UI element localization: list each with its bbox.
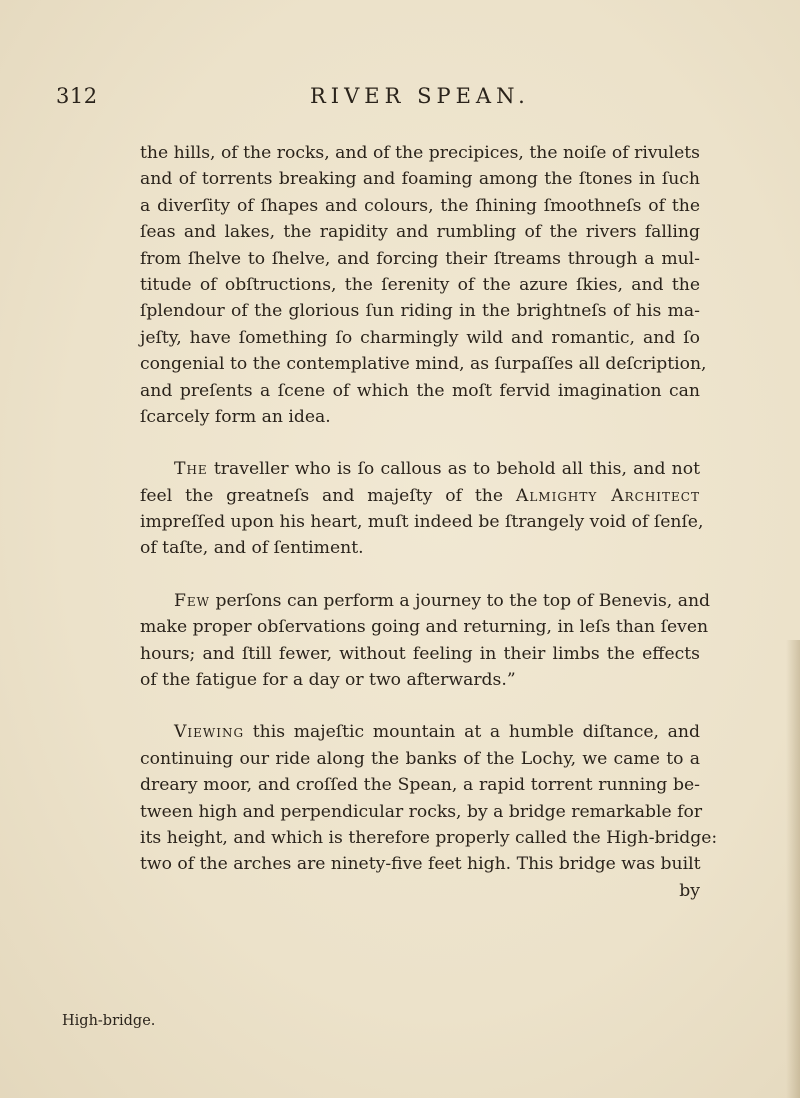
text-line: and of torrents breaking and foaming among the ſtones in ſuch xyxy=(140,169,700,190)
text-line: tween high and perpendicular rocks, by a bridge remarkable for xyxy=(140,801,703,822)
paragraph-4 xyxy=(140,719,718,904)
text-line: from ſhelve to ſhelve, and forcing their ſtreams through a mul- xyxy=(140,248,700,269)
paragraph-lead: Few xyxy=(174,590,211,611)
text-line: of taſte, and of ſentiment. xyxy=(140,538,364,559)
paragraph-lead: Viewing xyxy=(174,722,245,743)
body-text xyxy=(140,140,718,904)
text-run: perſons can perform a journey to the top of Benevis, and xyxy=(210,590,711,611)
text-line: impreſſed upon his heart, muſt indeed be ſtrangely void of ſenſe, xyxy=(140,512,704,533)
text-line xyxy=(140,456,700,482)
text-line: and preſents a ſcene of which the moſt fervid imagination can xyxy=(140,380,700,401)
text-line: congenial to the contemplative mind, as ſurpaſſes all deſcription, xyxy=(140,354,707,375)
text-run: traveller who is ſo callous as to behold all this, and not xyxy=(207,459,700,480)
text-line: its height, and which is therefore properly called the High-bridge: xyxy=(140,827,718,848)
margin-note: High-bridge. xyxy=(62,1013,156,1029)
text-line: continuing our ride along the banks of the Lochy, we came to a xyxy=(140,748,700,769)
running-title: RIVER SPEAN. xyxy=(310,84,530,108)
text-line xyxy=(140,588,711,614)
text-line: the hills, of the rocks, and of the precipices, the noiſe of rivulets xyxy=(140,143,700,163)
text-line xyxy=(140,483,700,509)
text-line: ſeas and lakes, the rapidity and rumbling of the rivers falling xyxy=(140,222,700,243)
running-head xyxy=(0,84,800,114)
text-line xyxy=(140,719,700,745)
page-number: 312 xyxy=(56,84,98,108)
text-line: titude of obſtructions, the ſerenity of the azure ſkies, and the xyxy=(140,274,700,295)
text-line: two of the arches are ninety-five feet high. This bridge was built xyxy=(140,854,701,875)
text-run: this majeſtic mountain at a humble diſtance, and xyxy=(244,722,700,743)
text-line: jeſty, have ſomething ſo charmingly wild and romantic, and ſo xyxy=(140,327,700,348)
paragraph-1 xyxy=(140,140,707,430)
text-line: ſplendour of the glorious ſun riding in the brightneſs of his ma- xyxy=(140,301,700,322)
catchword: by xyxy=(679,880,700,901)
paragraph-2 xyxy=(140,456,704,562)
text-line: hours; and ſtill fewer, without feeling in their limbs the effects xyxy=(140,643,700,664)
paragraph-lead: The xyxy=(174,459,208,480)
text-line: ſcarcely form an idea. xyxy=(140,406,331,427)
small-caps-phrase: Almighty Architect xyxy=(515,485,700,506)
page-edge-shadow xyxy=(786,640,800,1098)
paragraph-3 xyxy=(140,588,711,694)
text-line: of the fatigue for a day or two afterwards.” xyxy=(140,670,516,691)
text-line: a diverſity of ſhapes and colours, the ſhining ſmoothneſs of the xyxy=(140,195,700,216)
text-line: make proper obſervations going and returning, in leſs than ſeven xyxy=(140,617,709,638)
text-run: feel the greatneſs and majeſty of the xyxy=(140,485,516,506)
text-line: dreary moor, and croſſed the Spean, a rapid torrent running be- xyxy=(140,775,700,796)
